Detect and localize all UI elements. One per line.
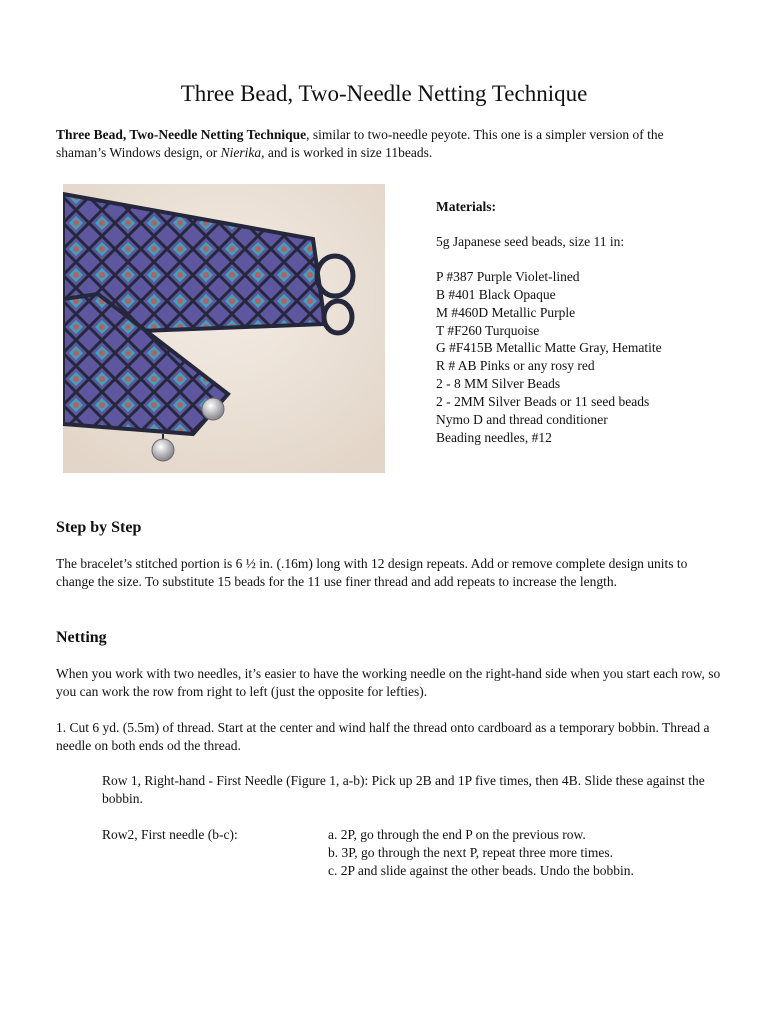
- material-item: Nymo D and thread conditioner: [436, 412, 608, 428]
- netting-paragraph-1: When you work with two needles, it’s easier to have the working needle on the right-hand side when you start each row, so you can work the row from right to left (just the opposite for lefties).: [56, 666, 721, 699]
- material-item: M #460D Metallic Purple: [436, 304, 576, 320]
- material-item: P #387 Purple Violet-lined: [436, 268, 580, 284]
- intro-italic: Nierika,: [220, 145, 265, 160]
- material-item: 2 - 2MM Silver Beads or 11 seed beads: [436, 394, 650, 410]
- row2-steps: [328, 826, 728, 880]
- row2-step: a. 2P, go through the end P on the previous row.: [328, 827, 586, 842]
- materials-items: [436, 268, 736, 447]
- intro-text-1: , similar to two-needle peyote. This one is a simpler version of the shaman’s Windows design, or: [56, 127, 664, 160]
- row2-label: Row2, First needle (b-c):: [102, 827, 238, 842]
- netting-heading: Netting: [56, 629, 107, 646]
- material-item: 2 - 8 MM Silver Beads: [436, 376, 561, 392]
- intro-bold: Three Bead, Two-Needle Netting Technique: [56, 127, 307, 142]
- material-item: G #F415B Metallic Matte Gray, Hematite: [436, 340, 662, 356]
- materials-subtitle: 5g Japanese seed beads, size 11 in:: [436, 233, 625, 249]
- material-item: T #F260 Turquoise: [436, 322, 540, 338]
- step-by-step-heading: Step by Step: [56, 519, 142, 536]
- netting-paragraph-2: 1. Cut 6 yd. (5.5m) of thread. Start at the center and wind half the thread onto cardboard as a temporary bobbin. Thread a needle on both ends od the thread.: [56, 720, 710, 753]
- step-by-step-paragraph: The bracelet’s stitched portion is 6 ½ in. (.16m) long with 12 design repeats. Add or remove complete design units to change the size. To substitute 15 beads for the 11 use finer thread and add repeats to increase the length.: [56, 556, 688, 589]
- material-item: B #401 Black Opaque: [436, 286, 556, 302]
- intro-text-2: and is worked in size 11beads.: [264, 145, 433, 160]
- row1-instruction: Row 1, Right-hand - First Needle (Figure 1, a-b): Pick up 2B and 1P five times, then 4B. Slide these against the bobbin.: [102, 773, 705, 806]
- row2-step: c. 2P and slide against the other beads. Undo the bobbin.: [328, 863, 634, 878]
- material-item: R # AB Pinks or any rosy red: [436, 358, 595, 374]
- row2-step: b. 3P, go through the next P, repeat three more times.: [328, 845, 613, 860]
- materials-heading: Materials:: [436, 199, 496, 214]
- bracelet-photo: [63, 184, 385, 473]
- page-title: Three Bead, Two-Needle Netting Technique: [180, 81, 588, 106]
- materials-list: [436, 198, 736, 447]
- material-item: Beading needles, #12: [436, 429, 552, 445]
- intro-paragraph: [56, 126, 716, 162]
